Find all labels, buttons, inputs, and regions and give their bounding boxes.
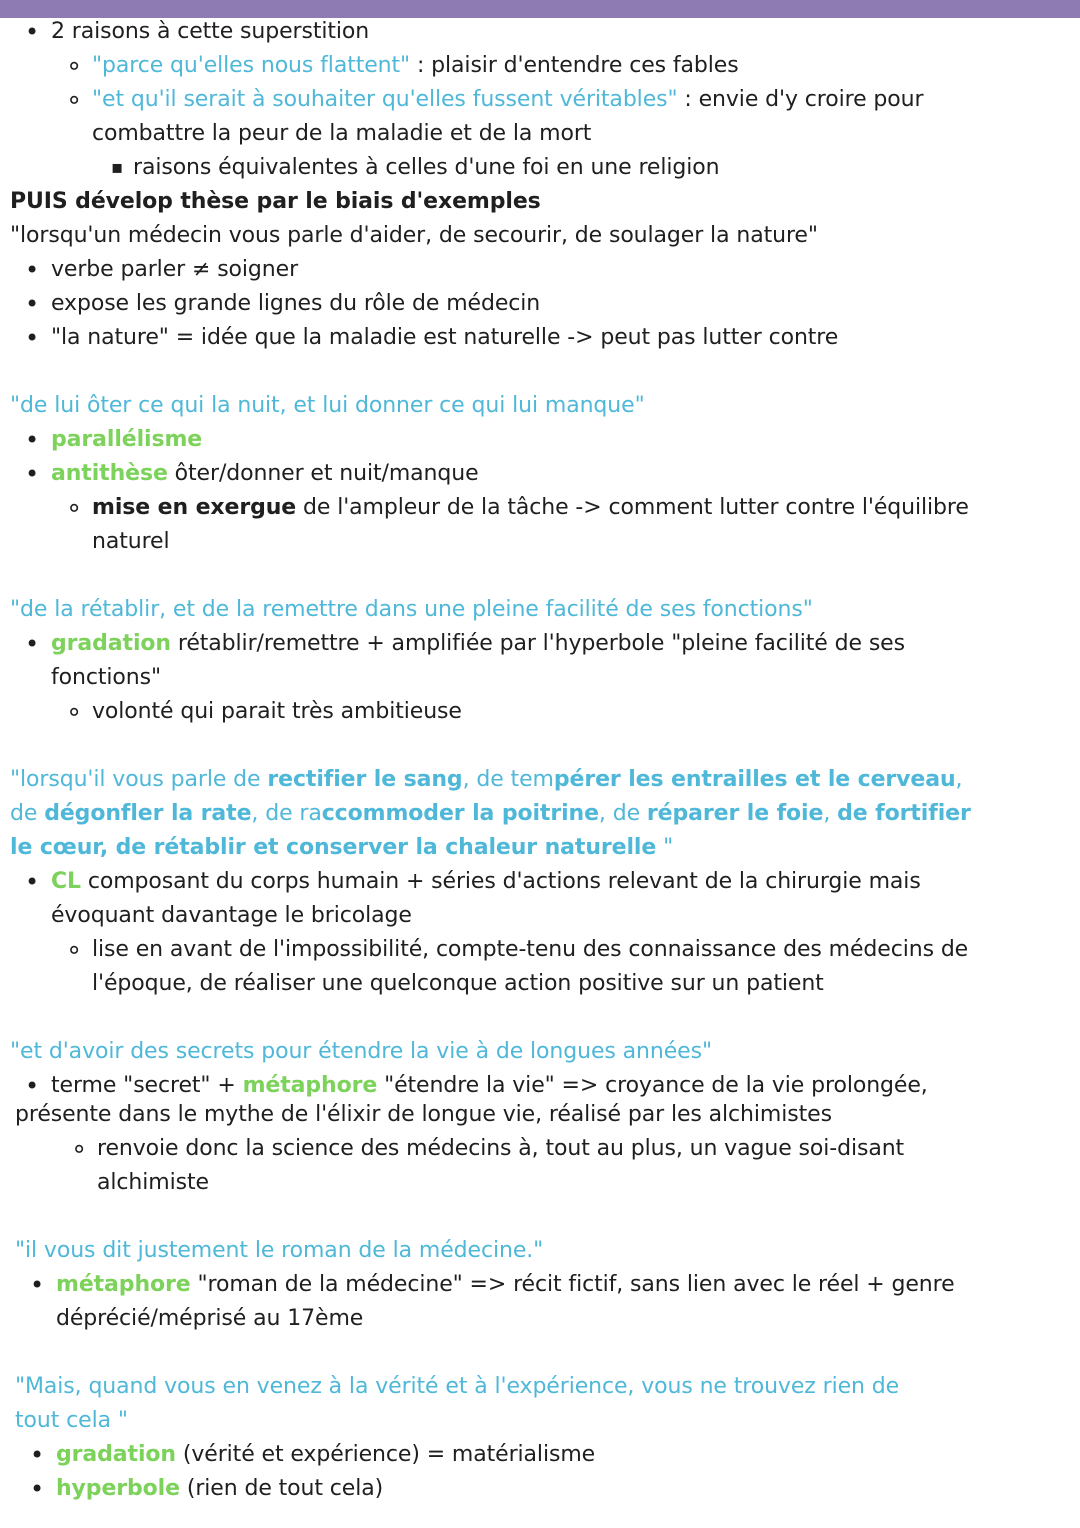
- sub-bullet-line: ∘ "parce qu'elles nous flattent" : plaisir d'entendre ces fables: [92, 51, 739, 81]
- bullet-line: [51, 425, 202, 455]
- bullet-line: • antithèse ôter/donner et nuit/manque: [51, 459, 479, 489]
- quote-line: "il vous dit justement le roman de la médecine.": [15, 1238, 544, 1263]
- quote-line: "et d'avoir des secrets pour étendre la vie à de longues années": [10, 1039, 712, 1064]
- bullet-line: • gradation rétablir/remettre + amplifiée par l'hyperbole "pleine facilité de ses: [51, 629, 905, 659]
- figure-of-speech-label: antithèse: [51, 461, 168, 486]
- sub-bullet-line: ∘ lise en avant de l'impossibilité, compte-tenu des connaissance des médecins de: [92, 935, 968, 965]
- bullet-line: • gradation (vérité et expérience) = matérialisme: [56, 1440, 595, 1470]
- quote-line: "Mais, quand vous en venez à la vérité et à l'expérience, vous ne trouvez rien de: [15, 1374, 900, 1399]
- sub-bullet-line: ∘ volonté qui parait très ambitieuse: [92, 697, 462, 727]
- figure-of-speech-label: gradation: [56, 1442, 176, 1467]
- bullet-line: • hyperbole (rien de tout cela): [56, 1474, 383, 1504]
- quote-line: de dégonfler la rate, de raccommoder la poitrine, de réparer le foie, de fortifier: [10, 801, 971, 826]
- figure-of-speech-label: gradation: [51, 631, 171, 656]
- square-bullet-line: ▪ raisons équivalentes à celles d'une foi en une religion: [133, 153, 719, 183]
- text-line: évoquant davantage le bricolage: [51, 903, 412, 928]
- quote-text: "et qu'il serait à souhaiter qu'elles fussent véritables": [92, 87, 678, 112]
- quote-line: "de lui ôter ce qui la nuit, et lui donner ce qui lui manque": [10, 393, 645, 418]
- bullet-line: • CL composant du corps humain + séries d'actions relevant de la chirurgie mais: [51, 867, 921, 897]
- figure-of-speech-label: hyperbole: [56, 1476, 180, 1501]
- bullet-line: • métaphore "roman de la médecine" => récit fictif, sans lien avec le réel + genre: [56, 1270, 955, 1300]
- text-line: déprécié/méprisé au 17ème: [56, 1306, 364, 1331]
- section-heading: PUIS dévelop thèse par le biais d'exemples: [10, 189, 541, 214]
- quote-line: tout cela ": [15, 1408, 128, 1433]
- text-line: l'époque, de réaliser une quelconque action positive sur un patient: [92, 971, 824, 996]
- sub-bullet-line: ∘ renvoie donc la science des médecins à, tout au plus, un vague soi-disant: [97, 1134, 904, 1164]
- quote-line: le cœur, de rétablir et conserver la chaleur naturelle ": [10, 835, 674, 860]
- bullet-line: • expose les grande lignes du rôle de médecin: [51, 289, 540, 319]
- bullet-line: • terme "secret" + métaphore "étendre la vie" => croyance de la vie prolongée,: [51, 1071, 928, 1101]
- quote-line: "lorsqu'un médecin vous parle d'aider, de secourir, de soulager la nature": [10, 223, 818, 248]
- text-line: présente dans le mythe de l'élixir de longue vie, réalisé par les alchimistes: [15, 1102, 832, 1127]
- sub-bullet-line: ∘ mise en exergue de l'ampleur de la tâche -> comment lutter contre l'équilibre: [92, 493, 969, 523]
- bullet-line: • verbe parler ≠ soigner: [51, 255, 298, 285]
- bullet-line: • "la nature" = idée que la maladie est naturelle -> peut pas lutter contre: [51, 323, 838, 353]
- figure-of-speech-label: parallélisme: [51, 427, 203, 452]
- text-line: fonctions": [51, 665, 161, 690]
- quote-text: "parce qu'elles nous flattent": [92, 53, 411, 78]
- text-line: combattre la peur de la maladie et de la mort: [92, 121, 592, 146]
- quote-line: "de la rétablir, et de la remettre dans une pleine facilité de ses fonctions": [10, 597, 813, 622]
- top-color-bar: [0, 0, 1080, 18]
- text-line: alchimiste: [97, 1170, 209, 1195]
- bullet-line: • 2 raisons à cette superstition: [51, 17, 369, 47]
- figure-of-speech-label: CL: [51, 869, 81, 894]
- quote-line: "lorsqu'il vous parle de rectifier le sang, de tempérer les entrailles et le cerveau,: [10, 767, 963, 792]
- figure-of-speech-label: métaphore: [56, 1272, 191, 1297]
- text-line: naturel: [92, 529, 170, 554]
- figure-of-speech-label: métaphore: [242, 1073, 378, 1098]
- sub-bullet-line: ∘ "et qu'il serait à souhaiter qu'elles fussent véritables" : envie d'y croire pour: [92, 85, 923, 115]
